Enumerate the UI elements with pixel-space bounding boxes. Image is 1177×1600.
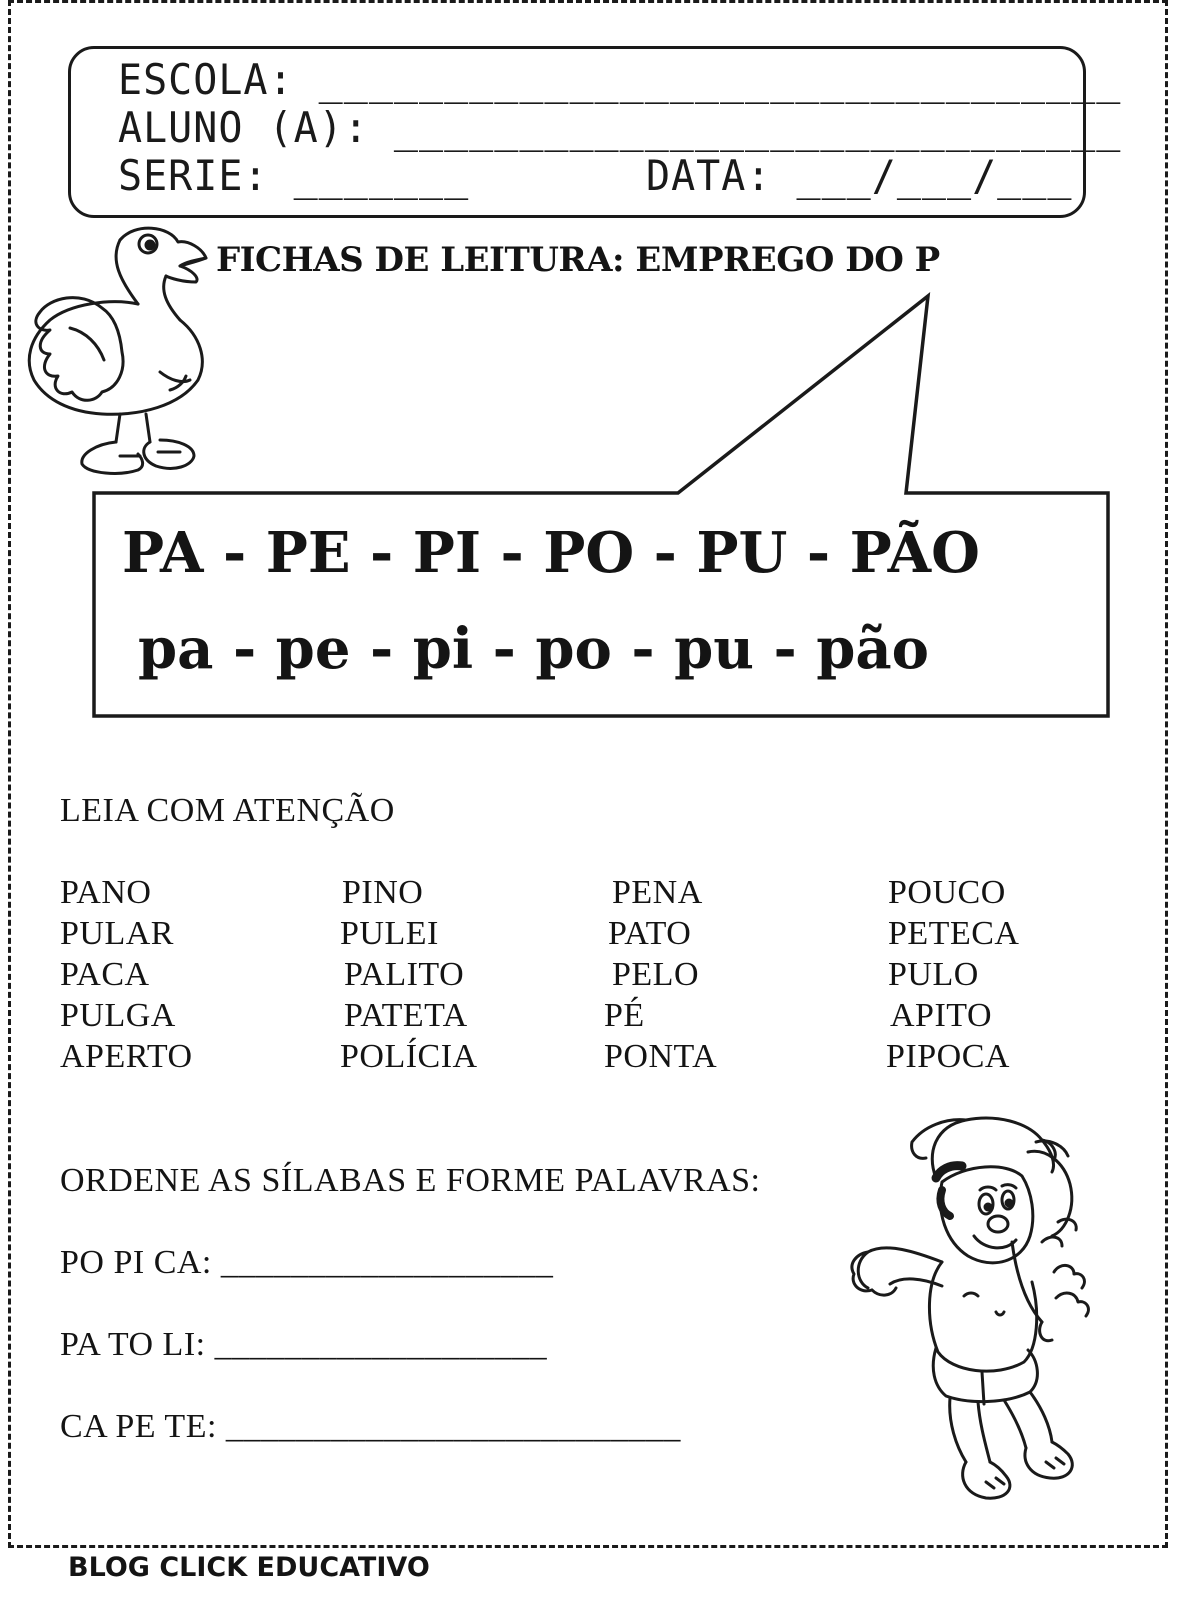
ordering-item: CA PE TE: __________________________ bbox=[60, 1408, 681, 1445]
word-item: POLÍCIA bbox=[340, 1038, 478, 1075]
boy-icon bbox=[846, 1112, 1106, 1512]
ordering-item: PO PI CA: ___________________ bbox=[60, 1244, 554, 1281]
student-field: ALUNO (A): _____________________________ bbox=[118, 104, 1122, 153]
word-item: PETECA bbox=[888, 915, 1020, 952]
grade-field: SERIE: _______ bbox=[118, 152, 470, 201]
ordering-item: PA TO LI: ___________________ bbox=[60, 1326, 548, 1363]
word-item: PULGA bbox=[60, 997, 176, 1034]
word-item: PULAR bbox=[60, 915, 174, 952]
syllables-lowercase: pa - pe - pi - po - pu - pão bbox=[138, 616, 929, 682]
ordering-heading: ORDENE AS SÍLABAS E FORME PALAVRAS: bbox=[60, 1162, 761, 1199]
word-item: APERTO bbox=[60, 1038, 193, 1075]
word-item: APITO bbox=[890, 997, 992, 1034]
word-item: PANO bbox=[60, 874, 152, 911]
word-item: PULO bbox=[888, 956, 979, 993]
word-item: PELO bbox=[612, 956, 699, 993]
word-item: PIPOCA bbox=[886, 1038, 1010, 1075]
reading-heading: LEIA COM ATENÇÃO bbox=[60, 792, 395, 829]
word-item: PATO bbox=[608, 915, 692, 952]
date-field: DATA: ___/___/___ bbox=[646, 152, 1073, 201]
word-item: PULEI bbox=[340, 915, 439, 952]
syllables-uppercase: PA - PE - PI - PO - PU - PÃO bbox=[122, 520, 980, 586]
word-item: PINO bbox=[342, 874, 424, 911]
word-item: POUCO bbox=[888, 874, 1006, 911]
footer-credit: BLOG CLICK EDUCATIVO bbox=[68, 1552, 430, 1583]
word-item: PATETA bbox=[344, 997, 468, 1034]
school-field: ESCOLA: ________________________________ bbox=[118, 56, 1122, 105]
word-item: PENA bbox=[612, 874, 703, 911]
word-item: PACA bbox=[60, 956, 150, 993]
word-item: PONTA bbox=[604, 1038, 718, 1075]
word-item: PÉ bbox=[604, 997, 645, 1034]
page-title: FICHAS DE LEITURA: EMPREGO DO P bbox=[216, 240, 940, 280]
word-item: PALITO bbox=[344, 956, 465, 993]
